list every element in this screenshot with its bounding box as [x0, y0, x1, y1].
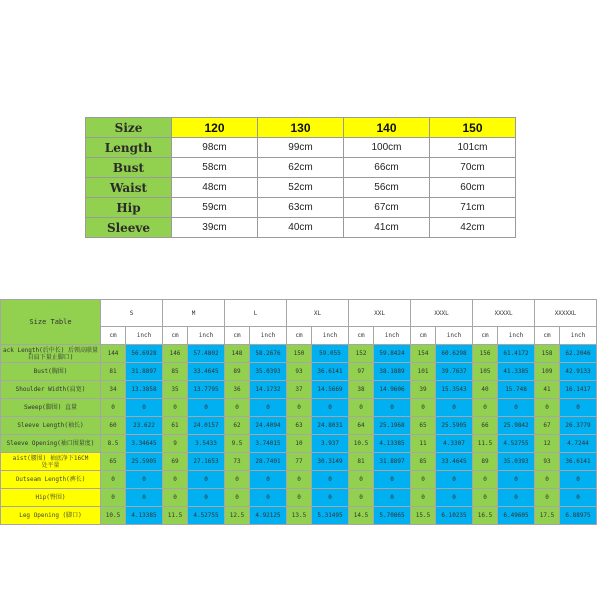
- measurement-row: [1, 471, 597, 489]
- cm-value: 0: [163, 471, 188, 489]
- inch-value: 14.5669: [312, 381, 349, 399]
- cm-value: 0: [225, 489, 250, 507]
- measurement-value: 59cm: [172, 198, 258, 218]
- cm-value: 0: [473, 471, 498, 489]
- measurement-value: 70cm: [430, 158, 516, 178]
- size-column-header: XXXL: [411, 300, 473, 327]
- table-title: Size Table: [1, 300, 101, 345]
- inch-value: 0: [560, 399, 597, 417]
- unit-inch-header: inch: [188, 327, 225, 345]
- inch-value: 0: [498, 399, 535, 417]
- measurement-row: [1, 399, 597, 417]
- inch-value: 13.7795: [188, 381, 225, 399]
- measurement-row: [1, 507, 597, 525]
- cm-value: 0: [225, 471, 250, 489]
- inch-value: 3.5433: [188, 435, 225, 453]
- inch-value: 4.13385: [374, 435, 411, 453]
- inch-value: 6.10235: [436, 507, 473, 525]
- cm-value: 39: [411, 381, 436, 399]
- cm-value: 150: [287, 345, 312, 363]
- size-column-header: L: [225, 300, 287, 327]
- cm-value: 85: [411, 453, 436, 471]
- inch-value: 24.0157: [188, 417, 225, 435]
- measurement-label: Sleeve Opening(袖口围量度): [1, 435, 101, 453]
- inch-value: 62.2046: [560, 345, 597, 363]
- size-chart-body: [86, 118, 516, 238]
- inch-value: 0: [312, 471, 349, 489]
- inch-value: 0: [312, 399, 349, 417]
- inch-value: 0: [560, 471, 597, 489]
- size-chart-table: [85, 117, 516, 238]
- measurement-label: Bust(胸围): [1, 363, 101, 381]
- unit-inch-header: inch: [126, 327, 163, 345]
- cm-value: 69: [163, 453, 188, 471]
- inch-value: 35.0393: [498, 453, 535, 471]
- size-header-cell: 140: [344, 118, 430, 138]
- inch-value: 33.4645: [188, 363, 225, 381]
- size-column-header: M: [163, 300, 225, 327]
- cm-value: 65: [101, 453, 126, 471]
- cm-value: 0: [535, 489, 560, 507]
- measurement-value: 56cm: [344, 178, 430, 198]
- inch-value: 15.3543: [436, 381, 473, 399]
- measurement-value: 58cm: [172, 158, 258, 178]
- cm-value: 40: [473, 381, 498, 399]
- measurement-label: Hip(臀围): [1, 489, 101, 507]
- cm-value: 77: [287, 453, 312, 471]
- inch-value: 0: [250, 489, 287, 507]
- cm-value: 81: [101, 363, 126, 381]
- measurement-value: 42cm: [430, 218, 516, 238]
- cm-value: 73: [225, 453, 250, 471]
- unit-cm-header: cm: [535, 327, 560, 345]
- cm-value: 14.5: [349, 507, 374, 525]
- inch-value: 28.7401: [250, 453, 287, 471]
- cm-value: 11: [411, 435, 436, 453]
- unit-inch-header: inch: [312, 327, 349, 345]
- cm-value: 89: [225, 363, 250, 381]
- measurement-label: Bust: [86, 158, 172, 178]
- inch-value: 6.88975: [560, 507, 597, 525]
- inch-value: 16.1417: [560, 381, 597, 399]
- inch-value: 23.622: [126, 417, 163, 435]
- measurement-value: 66cm: [344, 158, 430, 178]
- cm-value: 0: [473, 489, 498, 507]
- measurement-value: 52cm: [258, 178, 344, 198]
- cm-value: 13.5: [287, 507, 312, 525]
- inch-value: 56.6928: [126, 345, 163, 363]
- measurement-value: 67cm: [344, 198, 430, 218]
- inch-value: 24.4094: [250, 417, 287, 435]
- unit-cm-header: cm: [101, 327, 126, 345]
- inch-value: 42.9133: [560, 363, 597, 381]
- measurement-value: 71cm: [430, 198, 516, 218]
- measurement-label: Sleeve Length(袖长): [1, 417, 101, 435]
- cm-value: 11.5: [163, 507, 188, 525]
- cm-value: 11.5: [473, 435, 498, 453]
- cm-value: 158: [535, 345, 560, 363]
- inch-value: 0: [560, 489, 597, 507]
- inch-value: 0: [498, 489, 535, 507]
- measurement-label: Leg Opening (脚口): [1, 507, 101, 525]
- measurement-value: 62cm: [258, 158, 344, 178]
- inch-value: 0: [436, 471, 473, 489]
- inch-value: 24.8031: [312, 417, 349, 435]
- cm-value: 0: [411, 471, 436, 489]
- size-row: [86, 138, 516, 158]
- inch-value: 0: [250, 399, 287, 417]
- measurement-value: 40cm: [258, 218, 344, 238]
- inch-value: 4.52755: [498, 435, 535, 453]
- cm-value: 85: [163, 363, 188, 381]
- inch-value: 61.4172: [498, 345, 535, 363]
- cm-value: 89: [473, 453, 498, 471]
- inch-value: 36.6141: [312, 363, 349, 381]
- inch-value: 5.31495: [312, 507, 349, 525]
- inch-value: 35.0393: [250, 363, 287, 381]
- inch-value: 4.92125: [250, 507, 287, 525]
- inch-value: 0: [498, 471, 535, 489]
- measurement-value: 100cm: [344, 138, 430, 158]
- inch-value: 31.8897: [374, 453, 411, 471]
- cm-value: 0: [101, 489, 126, 507]
- measurement-label: Hip: [86, 198, 172, 218]
- cm-value: 0: [535, 471, 560, 489]
- inch-value: 27.1653: [188, 453, 225, 471]
- cm-value: 61: [163, 417, 188, 435]
- cm-value: 154: [411, 345, 436, 363]
- cm-value: 93: [535, 453, 560, 471]
- size-column-header: S: [101, 300, 163, 327]
- inch-value: 5.70865: [374, 507, 411, 525]
- inch-value: 4.7244: [560, 435, 597, 453]
- cm-value: 0: [287, 399, 312, 417]
- measurement-row: [1, 453, 597, 471]
- unit-cm-header: cm: [349, 327, 374, 345]
- inch-value: 25.5905: [436, 417, 473, 435]
- size-header-row: [86, 118, 516, 138]
- inch-value: 30.3149: [312, 453, 349, 471]
- size-row: [86, 198, 516, 218]
- cm-value: 66: [473, 417, 498, 435]
- cm-value: 35: [163, 381, 188, 399]
- unit-inch-header: inch: [436, 327, 473, 345]
- inch-value: 36.6141: [560, 453, 597, 471]
- cm-value: 101: [411, 363, 436, 381]
- measurement-row: [1, 363, 597, 381]
- inch-value: 60.6298: [436, 345, 473, 363]
- cm-value: 10: [287, 435, 312, 453]
- unit-cm-header: cm: [411, 327, 436, 345]
- size-header-label: Size: [86, 118, 172, 138]
- cm-value: 9: [163, 435, 188, 453]
- cm-value: 34: [101, 381, 126, 399]
- cm-value: 0: [411, 399, 436, 417]
- cm-value: 0: [225, 399, 250, 417]
- measurement-value: 39cm: [172, 218, 258, 238]
- measurement-label: Waist: [86, 178, 172, 198]
- inch-value: 3.74015: [250, 435, 287, 453]
- size-column-header: XXXXXL: [535, 300, 597, 327]
- cm-value: 60: [101, 417, 126, 435]
- inch-value: 3.34645: [126, 435, 163, 453]
- unit-cm-header: cm: [163, 327, 188, 345]
- measurement-row: [1, 345, 597, 363]
- cm-value: 0: [163, 399, 188, 417]
- inch-value: 26.3779: [560, 417, 597, 435]
- cm-value: 144: [101, 345, 126, 363]
- cm-value: 37: [287, 381, 312, 399]
- size-header-cell: 130: [258, 118, 344, 138]
- inch-value: 0: [126, 399, 163, 417]
- inch-value: 25.1968: [374, 417, 411, 435]
- measurement-label: Sleeve: [86, 218, 172, 238]
- cm-value: 0: [411, 489, 436, 507]
- cm-value: 0: [287, 489, 312, 507]
- inch-value: 0: [188, 471, 225, 489]
- inch-value: 59.8424: [374, 345, 411, 363]
- measurement-label: Outseam Length(裤长): [1, 471, 101, 489]
- unit-cm-header: cm: [473, 327, 498, 345]
- inch-value: 0: [436, 489, 473, 507]
- size-row: [86, 178, 516, 198]
- cm-value: 10.5: [101, 507, 126, 525]
- cm-value: 9.5: [225, 435, 250, 453]
- measurement-row: [1, 435, 597, 453]
- cm-value: 15.5: [411, 507, 436, 525]
- size-column-header: XL: [287, 300, 349, 327]
- cm-value: 0: [349, 399, 374, 417]
- cm-value: 0: [349, 489, 374, 507]
- cm-value: 0: [163, 489, 188, 507]
- unit-inch-header: inch: [250, 327, 287, 345]
- cm-value: 0: [349, 471, 374, 489]
- cm-value: 65: [411, 417, 436, 435]
- measurement-row: [1, 489, 597, 507]
- cm-value: 16.5: [473, 507, 498, 525]
- inch-value: 4.13385: [126, 507, 163, 525]
- inch-value: 31.8897: [126, 363, 163, 381]
- unit-inch-header: inch: [498, 327, 535, 345]
- cm-value: 41: [535, 381, 560, 399]
- inch-value: 0: [188, 489, 225, 507]
- cm-value: 0: [473, 399, 498, 417]
- measurement-row: [1, 381, 597, 399]
- inch-value: 15.748: [498, 381, 535, 399]
- size-header-row: [1, 300, 597, 327]
- inch-value: 0: [374, 471, 411, 489]
- measurement-label: Sweep(脚围) 直量: [1, 399, 101, 417]
- size-row: [86, 158, 516, 178]
- cm-value: 12: [535, 435, 560, 453]
- inch-value: 0: [188, 399, 225, 417]
- cm-value: 0: [535, 399, 560, 417]
- measurement-value: 101cm: [430, 138, 516, 158]
- measurement-label: Shoulder Width(肩宽): [1, 381, 101, 399]
- cm-value: 93: [287, 363, 312, 381]
- cm-value: 10.5: [349, 435, 374, 453]
- size-header-cell: 120: [172, 118, 258, 138]
- inch-value: 38.1889: [374, 363, 411, 381]
- measurement-value: 48cm: [172, 178, 258, 198]
- cm-value: 12.5: [225, 507, 250, 525]
- inch-value: 0: [374, 399, 411, 417]
- measurement-value: 60cm: [430, 178, 516, 198]
- cm-value: 146: [163, 345, 188, 363]
- inch-value: 0: [250, 471, 287, 489]
- inch-value: 4.3307: [436, 435, 473, 453]
- cm-value: 0: [101, 471, 126, 489]
- measurement-table: [0, 299, 597, 525]
- inch-value: 14.9606: [374, 381, 411, 399]
- inch-value: 0: [374, 489, 411, 507]
- cm-value: 156: [473, 345, 498, 363]
- cm-value: 64: [349, 417, 374, 435]
- cm-value: 0: [287, 471, 312, 489]
- cm-value: 148: [225, 345, 250, 363]
- cm-value: 8.5: [101, 435, 126, 453]
- cm-value: 17.5: [535, 507, 560, 525]
- inch-value: 33.4645: [436, 453, 473, 471]
- measurement-value: 63cm: [258, 198, 344, 218]
- unit-inch-header: inch: [374, 327, 411, 345]
- unit-inch-header: inch: [560, 327, 597, 345]
- cm-value: 62: [225, 417, 250, 435]
- inch-value: 13.3858: [126, 381, 163, 399]
- cm-value: 81: [349, 453, 374, 471]
- inch-value: 39.7637: [436, 363, 473, 381]
- cm-value: 97: [349, 363, 374, 381]
- size-row: [86, 218, 516, 238]
- inch-value: 6.49605: [498, 507, 535, 525]
- measurement-row: [1, 417, 597, 435]
- inch-value: 14.1732: [250, 381, 287, 399]
- inch-value: 57.4802: [188, 345, 225, 363]
- size-header-cell: 150: [430, 118, 516, 138]
- inch-value: 41.3385: [498, 363, 535, 381]
- cm-value: 105: [473, 363, 498, 381]
- inch-value: 0: [312, 489, 349, 507]
- unit-cm-header: cm: [225, 327, 250, 345]
- inch-value: 0: [126, 471, 163, 489]
- inch-value: 25.5905: [126, 453, 163, 471]
- inch-value: 25.9842: [498, 417, 535, 435]
- size-column-header: XXXXL: [473, 300, 535, 327]
- inch-value: 0: [126, 489, 163, 507]
- measurement-spreadsheet: [0, 299, 600, 541]
- cm-value: 67: [535, 417, 560, 435]
- cm-value: 109: [535, 363, 560, 381]
- measurement-value: 41cm: [344, 218, 430, 238]
- unit-cm-header: cm: [287, 327, 312, 345]
- measurement-label: aist(腰围) 袖底净下16CM 处平量: [1, 453, 101, 471]
- cm-value: 0: [101, 399, 126, 417]
- cm-value: 38: [349, 381, 374, 399]
- inch-value: 58.2676: [250, 345, 287, 363]
- measurement-value: 98cm: [172, 138, 258, 158]
- cm-value: 36: [225, 381, 250, 399]
- cm-value: 152: [349, 345, 374, 363]
- measurement-label: ack Length(后中长) 后领高联量 自肩下量止脚口): [1, 345, 101, 363]
- measurement-value: 99cm: [258, 138, 344, 158]
- inch-value: 3.937: [312, 435, 349, 453]
- measurement-label: Length: [86, 138, 172, 158]
- inch-value: 59.055: [312, 345, 349, 363]
- measurement-table-body: [1, 300, 597, 525]
- cm-value: 63: [287, 417, 312, 435]
- inch-value: 0: [436, 399, 473, 417]
- size-column-header: XXL: [349, 300, 411, 327]
- inch-value: 4.52755: [188, 507, 225, 525]
